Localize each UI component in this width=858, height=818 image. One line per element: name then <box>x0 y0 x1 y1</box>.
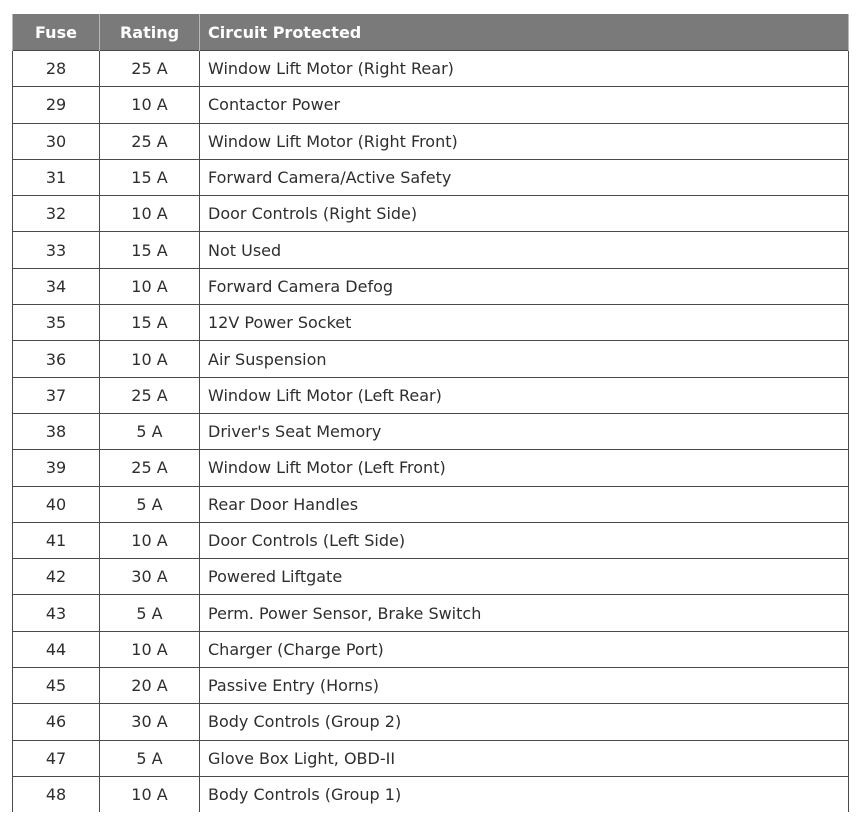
circuit-cell: Window Lift Motor (Left Rear) <box>200 377 849 413</box>
fuse-cell: 29 <box>13 87 100 123</box>
table-row <box>13 341 849 377</box>
circuit-cell: Rear Door Handles <box>200 486 849 522</box>
rating-cell: 5 A <box>100 595 200 631</box>
table-body <box>13 51 849 813</box>
fuse-cell: 47 <box>13 740 100 776</box>
column-header-circuit: Circuit Protected <box>200 14 849 51</box>
circuit-cell: Passive Entry (Horns) <box>200 668 849 704</box>
rating-cell: 15 A <box>100 305 200 341</box>
fuse-table <box>12 14 849 812</box>
rating-cell: 5 A <box>100 486 200 522</box>
rating-cell: 10 A <box>100 196 200 232</box>
fuse-cell: 37 <box>13 377 100 413</box>
circuit-cell: Contactor Power <box>200 87 849 123</box>
table-row <box>13 51 849 87</box>
circuit-cell: Forward Camera Defog <box>200 268 849 304</box>
rating-cell: 30 A <box>100 559 200 595</box>
table-row <box>13 123 849 159</box>
table-row <box>13 522 849 558</box>
circuit-cell: Not Used <box>200 232 849 268</box>
rating-cell: 10 A <box>100 522 200 558</box>
table-row <box>13 159 849 195</box>
fuse-cell: 33 <box>13 232 100 268</box>
rating-cell: 10 A <box>100 776 200 812</box>
circuit-cell: Powered Liftgate <box>200 559 849 595</box>
fuse-cell: 35 <box>13 305 100 341</box>
table-row <box>13 413 849 449</box>
table-header <box>13 14 849 51</box>
table-row <box>13 740 849 776</box>
fuse-cell: 46 <box>13 704 100 740</box>
fuse-cell: 38 <box>13 413 100 449</box>
fuse-cell: 44 <box>13 631 100 667</box>
rating-cell: 5 A <box>100 740 200 776</box>
rating-cell: 30 A <box>100 704 200 740</box>
circuit-cell: Door Controls (Right Side) <box>200 196 849 232</box>
fuse-cell: 28 <box>13 51 100 87</box>
fuse-cell: 30 <box>13 123 100 159</box>
rating-cell: 25 A <box>100 51 200 87</box>
table-row <box>13 595 849 631</box>
fuse-cell: 34 <box>13 268 100 304</box>
circuit-cell: Air Suspension <box>200 341 849 377</box>
table-row <box>13 668 849 704</box>
circuit-cell: Window Lift Motor (Left Front) <box>200 450 849 486</box>
rating-cell: 20 A <box>100 668 200 704</box>
circuit-cell: Body Controls (Group 1) <box>200 776 849 812</box>
column-header-rating: Rating <box>100 14 200 51</box>
fuse-cell: 39 <box>13 450 100 486</box>
column-header-fuse: Fuse <box>13 14 100 51</box>
table-row <box>13 268 849 304</box>
fuse-cell: 40 <box>13 486 100 522</box>
rating-cell: 15 A <box>100 159 200 195</box>
circuit-cell: Forward Camera/Active Safety <box>200 159 849 195</box>
fuse-cell: 36 <box>13 341 100 377</box>
circuit-cell: 12V Power Socket <box>200 305 849 341</box>
table-row <box>13 232 849 268</box>
fuse-cell: 45 <box>13 668 100 704</box>
rating-cell: 25 A <box>100 377 200 413</box>
rating-cell: 5 A <box>100 413 200 449</box>
table-row <box>13 196 849 232</box>
rating-cell: 10 A <box>100 341 200 377</box>
circuit-cell: Body Controls (Group 2) <box>200 704 849 740</box>
rating-cell: 15 A <box>100 232 200 268</box>
circuit-cell: Window Lift Motor (Right Rear) <box>200 51 849 87</box>
rating-cell: 10 A <box>100 268 200 304</box>
rating-cell: 10 A <box>100 631 200 667</box>
table-row <box>13 704 849 740</box>
table-row <box>13 305 849 341</box>
fuse-cell: 32 <box>13 196 100 232</box>
circuit-cell: Charger (Charge Port) <box>200 631 849 667</box>
table-row <box>13 776 849 812</box>
fuse-cell: 43 <box>13 595 100 631</box>
table-row <box>13 559 849 595</box>
circuit-cell: Perm. Power Sensor, Brake Switch <box>200 595 849 631</box>
header-row <box>13 14 849 51</box>
table-row <box>13 450 849 486</box>
table-row <box>13 377 849 413</box>
fuse-cell: 48 <box>13 776 100 812</box>
table-row <box>13 631 849 667</box>
fuse-cell: 42 <box>13 559 100 595</box>
circuit-cell: Driver's Seat Memory <box>200 413 849 449</box>
circuit-cell: Glove Box Light, OBD-II <box>200 740 849 776</box>
circuit-cell: Window Lift Motor (Right Front) <box>200 123 849 159</box>
rating-cell: 10 A <box>100 87 200 123</box>
circuit-cell: Door Controls (Left Side) <box>200 522 849 558</box>
rating-cell: 25 A <box>100 123 200 159</box>
table-row <box>13 87 849 123</box>
table-row <box>13 486 849 522</box>
rating-cell: 25 A <box>100 450 200 486</box>
fuse-cell: 31 <box>13 159 100 195</box>
fuse-cell: 41 <box>13 522 100 558</box>
